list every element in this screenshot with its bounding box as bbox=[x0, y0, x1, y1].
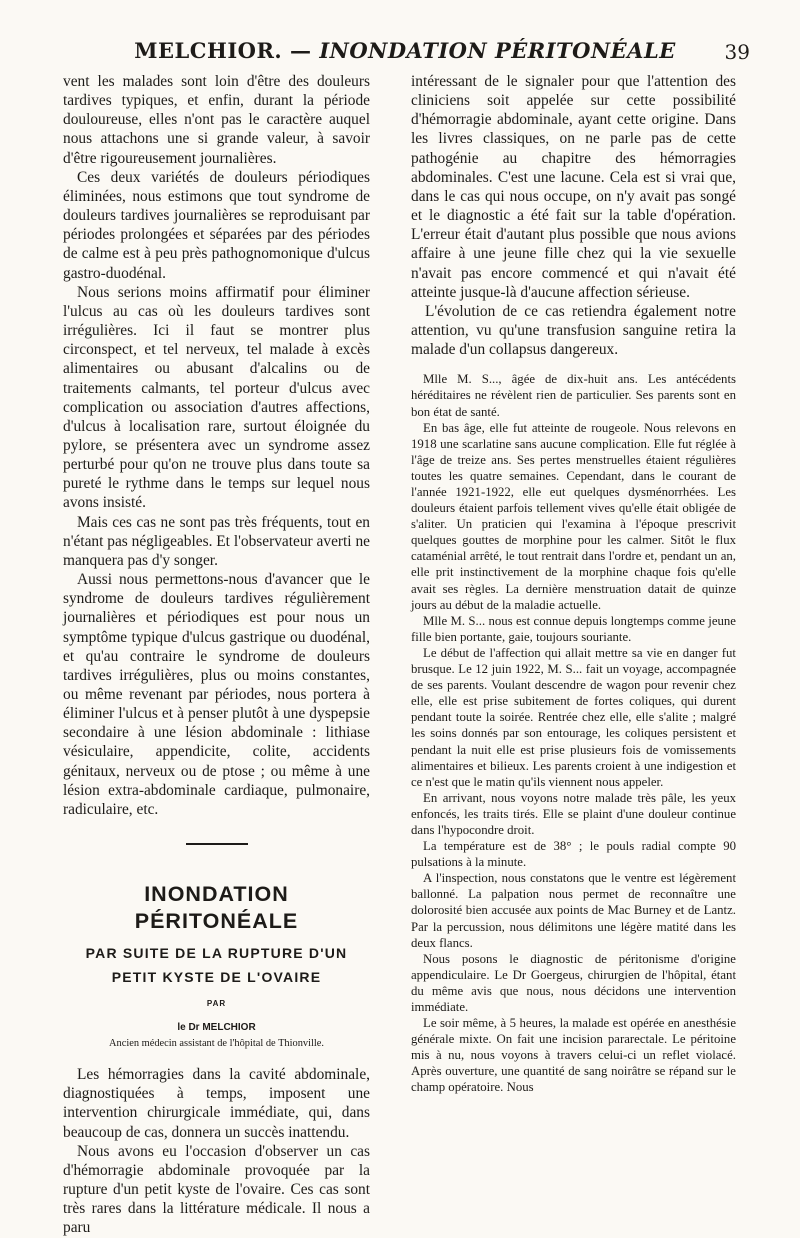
running-article-title: INONDATION PÉRITONÉALE bbox=[319, 38, 676, 63]
observation-paragraph: Le soir même, à 5 heures, la malade est opérée en anesthésie générale mixte. On fait une incision pararectale. Le péritoine mis à nu, nous voyons à travers celui-ci un reflet violacé. Après ouverture, une quantité de sang noirâtre se répand sur le champ opératoire. Nous bbox=[411, 1016, 736, 1095]
running-title bbox=[60, 38, 750, 63]
observation-paragraph: A l'inspection, nous constatons que le ventre est légèrement ballonné. La palpation nous permet de reconnaître une dolorosité bien accusée aux points de Mac Burney et de Lantz. Par la percussion, nous délimitons une légère matité dans les deux flancs. bbox=[411, 871, 736, 950]
article-subtitle-line: PAR SUITE DE LA RUPTURE D'UN bbox=[85, 945, 348, 962]
running-header bbox=[60, 38, 750, 74]
byline-par: PAR bbox=[206, 999, 227, 1009]
running-dash: — bbox=[290, 38, 312, 63]
observation-paragraph: En bas âge, elle fut atteinte de rougeole. Nous relevons en 1918 une scarlatine sans aucune complication. Elle fut réglée à l'âge de treize ans. Ses pertes menstruelles étaient régulières toutes les quatre semaines. Cependant, dans le courant de l'année 1921-1922, elle eut quelques dysménorrhées. Les douleurs étaient parfois tellement vives qu'elle était obligée de s'aliter. Un praticien qui l'examina à l'époque prescrivit quelques gouttes de morphine pour les calmer. Sitôt le flux cataménial arrêté, le tout rentrait dans l'ordre et, pendant un an, elle prit instinctivement de la morphine chaque fois qu'elle avait ses règles. La dernière menstruation datait de quinze jours au début de la maladie actuelle. bbox=[411, 420, 736, 612]
paragraph: Ces deux variétés de douleurs périodiques éliminées, nous estimons que tout syndrome de douleurs tardives journalières se reproduisant par périodes prolongées et séparées par des périodes de calme est à peu près pathognomonique d'ulcus gastro-duodénal. bbox=[63, 168, 370, 282]
paragraph: intéressant de le signaler pour que l'attention des cliniciens soit appelée sur cette possibilité d'hémorragie abdominale, ayant cette origine. Dans les livres classiques, on ne parle pas de cette pathogénie au chapitre des hémorragies abdominales. C'est une lacune. Cela est si vrai que, dans le cas qui nous occupe, on n'y avait pas songé et le diagnostic a été fait sur la table d'opération. L'erreur était d'autant plus possible que nous avions affaire à une jeune fille chez qui la vie sexuelle n'avait pas encore commencé et qui n'avait été atteinte jusque-là d'aucune affection sérieuse. bbox=[411, 73, 736, 301]
paragraph: Aussi nous permettons-nous d'avancer que le syndrome de douleurs tardives régulièrement journalières et périodiques est pour nous un symptôme typique d'ulcus gastrique ou duodénal, et qu'au contraire le syndrome de douleurs tardives irrégulières, plus ou moins constantes, ou même revenant par périodes, nous portera à éliminer l'ulcus et à penser plutôt à une dyspepsie secondaire à une lésion abdominale : lithiase vésiculaire, appendicite, colite, accidents génitaux, nerveux ou de ptose ; ou même à une lésion extra-abdominale cardiaque, pulmonaire, radiculaire, etc. bbox=[63, 571, 370, 818]
article-subtitle-line: PETIT KYSTE DE L'OVAIRE bbox=[111, 969, 322, 986]
observation-paragraph: Mlle M. S... nous est connue depuis longtemps comme jeune fille bien portante, gaie, toujours souriante. bbox=[411, 613, 736, 644]
paragraph: Les hémorragies dans la cavité abdominale, diagnostiquées à temps, imposent une intervention chirurgicale immédiate, qui, dans beaucoup de cas, donnera un succès inattendu. bbox=[63, 1066, 370, 1141]
paragraph: Mais ces cas ne sont pas très fréquents, tout en n'étant pas négligeables. Et l'observateur averti ne manquera pas d'y songer. bbox=[63, 513, 370, 569]
author-affiliation: Ancien médecin assistant de l'hôpital de Thionville. bbox=[109, 1038, 324, 1050]
paragraph: Nous serions moins affirmatif pour éliminer l'ulcus au cas où les douleurs tardives sont irrégulières. Ici il faut se montrer plus circonspect, et tel nerveux, tel malade à excès alimentaires ou abusant d'alcalins ou de traitements calmants, tel porteur d'ulcus avec complication ou association d'autres affections, d'ulcus à localisation rare, surtout éloignée du pylore, se présentera avec un syndrome assez perturbé pour qu'on ne trouve plus dans toute sa pureté le rythme dans le temps sur lequel nous avons insisté. bbox=[63, 283, 370, 512]
observation-paragraph: Le début de l'affection qui allait mettre sa vie en danger fut brusque. Le 12 juin 1922, M. S... fait un voyage, accompagnée de ses parents. Voulant descendre de wagon pour revenir chez elle, elle est prise subitement de fortes coliques, qui durent pendant toute la soirée. Rentrée chez elle, elle s'alite ; malgré les soins donnés par son entourage, les coliques persistent et pendant la nuit elle est prise plusieurs fois de vomissements alimentaires et bilieux. Les parents croient à une indigestion et ce n'est que le matin qu'ils viennent nous appeler. bbox=[411, 645, 736, 789]
observation-paragraph: Mlle M. S..., âgée de dix-huit ans. Les antécédents héréditaires ne révèlent rien de particulier. Ses parents sont en bon état de santé. bbox=[411, 372, 736, 419]
right-column bbox=[411, 72, 736, 1096]
paragraph: vent les malades sont loin d'être des douleurs tardives typiques, et enfin, durant la période douloureuse, elles n'ont pas le caractère auquel nous attachons une si grande valeur, à savoir d'être rigoureusement journalières. bbox=[63, 73, 370, 167]
article-title: INONDATION PÉRITONÉALE bbox=[134, 882, 299, 934]
observation-paragraph: Nous posons le diagnostic de péritonisme d'origine appendiculaire. Le Dr Goergeus, chirurgien de l'hôpital, étant du même avis que nous, nous décidons une intervention immédiate. bbox=[411, 951, 736, 1014]
article-author: le Dr MELCHIOR bbox=[177, 1022, 256, 1034]
observation-paragraph: La température est de 38° ; le pouls radial compte 90 pulsations à la minute. bbox=[411, 839, 736, 870]
paragraph: L'évolution de ce cas retiendra également notre attention, vu qu'une transfusion sanguine retira la malade d'un collapsus dangereux. bbox=[411, 302, 736, 359]
section-separator bbox=[186, 843, 248, 845]
article-subtitle bbox=[63, 941, 370, 989]
observation-paragraph: En arrivant, nous voyons notre malade très pâle, les yeux enfoncés, les traits tirés. Elle se plaint d'une douleur continue dans l'hypocondre droit. bbox=[411, 790, 736, 837]
left-column bbox=[63, 72, 370, 1238]
running-author: MELCHIOR. bbox=[134, 38, 283, 63]
page-number: 39 bbox=[724, 40, 750, 64]
paragraph: Nous avons eu l'occasion d'observer un cas d'hémorragie abdominale provoquée par la rupture d'un petit kyste de l'ovaire. Ces cas sont très rares dans la littérature médicale. Il nous a paru bbox=[63, 1142, 370, 1237]
